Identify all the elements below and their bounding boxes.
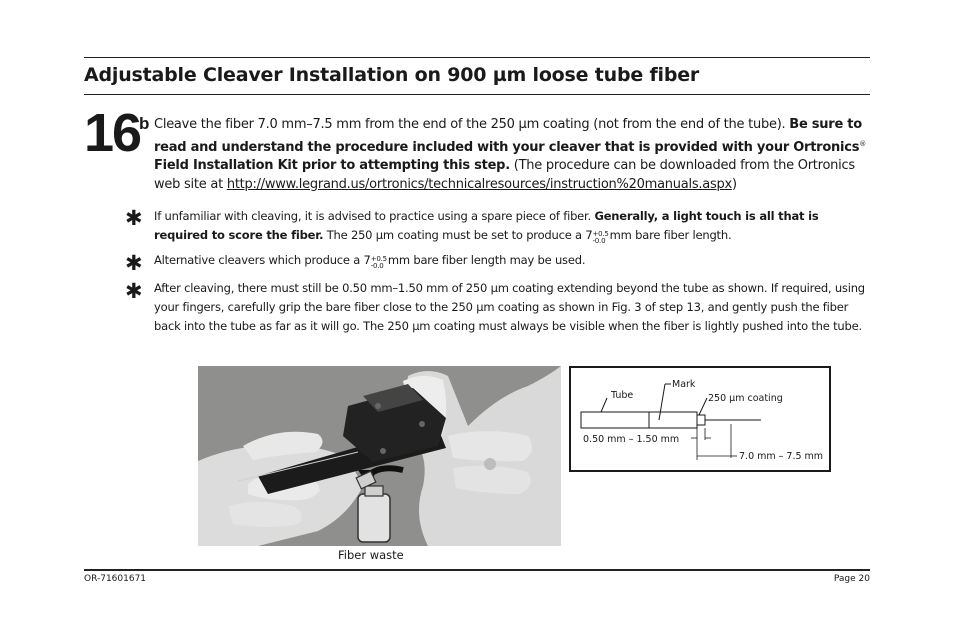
instruction-bold-text: Be sure to read and understand the procedure included with your cleaver that is provided with your Ortronics xyxy=(154,117,862,155)
cleaver-photo xyxy=(198,366,561,546)
tolerance-minus: -0.0 xyxy=(370,262,384,270)
note-item xyxy=(154,251,874,270)
asterisk-icon: ✱ xyxy=(125,206,143,230)
tolerance-plus: +0.5 xyxy=(370,255,387,263)
coating-length-label: 0.50 mm – 1.50 mm xyxy=(583,434,680,445)
fiber-dimension-diagram xyxy=(569,366,831,472)
mark-label: Mark xyxy=(672,379,696,390)
note-item xyxy=(154,207,874,245)
fiber-diagram-svg xyxy=(571,368,829,470)
note-text-2: mm bare fiber length may be used. xyxy=(387,253,586,267)
instruction-bold-text-2: Field Installation Kit prior to attempting this step. xyxy=(154,158,510,173)
note-item: After cleaving, there must still be 0.50 mm–1.50 mm of 250 µm coating extending beyond the tube as shown. If required, using your fingers, carefully grip the bare fiber close to the 250 µm coating as shown in Fig. 3 of step 13, and gently push the fiber back into the tube as far as it will go. The 250 µm coating must always be visible when the fiber is lightly pushed into the tube. xyxy=(154,281,865,333)
cleaver-hands-illustration xyxy=(198,366,561,546)
page-title: Adjustable Cleaver Installation on 900 µm loose tube fiber xyxy=(84,64,700,86)
instruction-text-3: ) xyxy=(731,176,737,192)
note-text-2: The 250 µm coating must be set to produce a 7 xyxy=(323,228,593,242)
instruction-text: Cleave the fiber 7.0 mm–7.5 mm from the end of the 250 µm coating (not from the end of the tube). xyxy=(154,117,790,132)
coating-label: 250 µm coating xyxy=(708,393,783,404)
note-text-3: mm bare fiber length. xyxy=(609,228,732,242)
step-letter: b xyxy=(139,114,150,133)
tolerance-minus: -0.0 xyxy=(592,237,606,245)
asterisk-icon: ✱ xyxy=(125,251,143,275)
tolerance xyxy=(592,231,608,245)
tolerance-plus: +0.5 xyxy=(592,230,609,238)
photo-caption: Fiber waste xyxy=(338,548,404,562)
instruction-text-2: (The procedure can be downloaded from the Ortronics web site at xyxy=(154,158,855,192)
instruction-paragraph xyxy=(154,116,884,194)
page-number: Page 20 xyxy=(833,574,870,584)
title-underline xyxy=(84,94,870,95)
note-text: Alternative cleavers which produce a 7 xyxy=(154,253,371,267)
document-id: OR-71601671 xyxy=(84,574,147,584)
registered-mark: ® xyxy=(859,139,866,148)
bare-length-label: 7.0 mm – 7.5 mm xyxy=(739,451,824,462)
tube-label: Tube xyxy=(611,390,634,401)
asterisk-icon: ✱ xyxy=(125,279,143,303)
note-text: If unfamiliar with cleaving, it is advised to practice using a spare piece of fiber. xyxy=(154,209,595,223)
tolerance xyxy=(371,256,387,270)
ortronics-url-link[interactable]: http://www.legrand.us/ortronics/technicalresources/instruction%20manuals.aspx xyxy=(226,176,732,192)
bottom-rule xyxy=(84,569,870,571)
note-bold-text: Generally, a light touch is all that is required to score the fiber. xyxy=(154,209,819,242)
top-rule xyxy=(84,57,870,58)
step-number: 16 xyxy=(84,103,141,163)
